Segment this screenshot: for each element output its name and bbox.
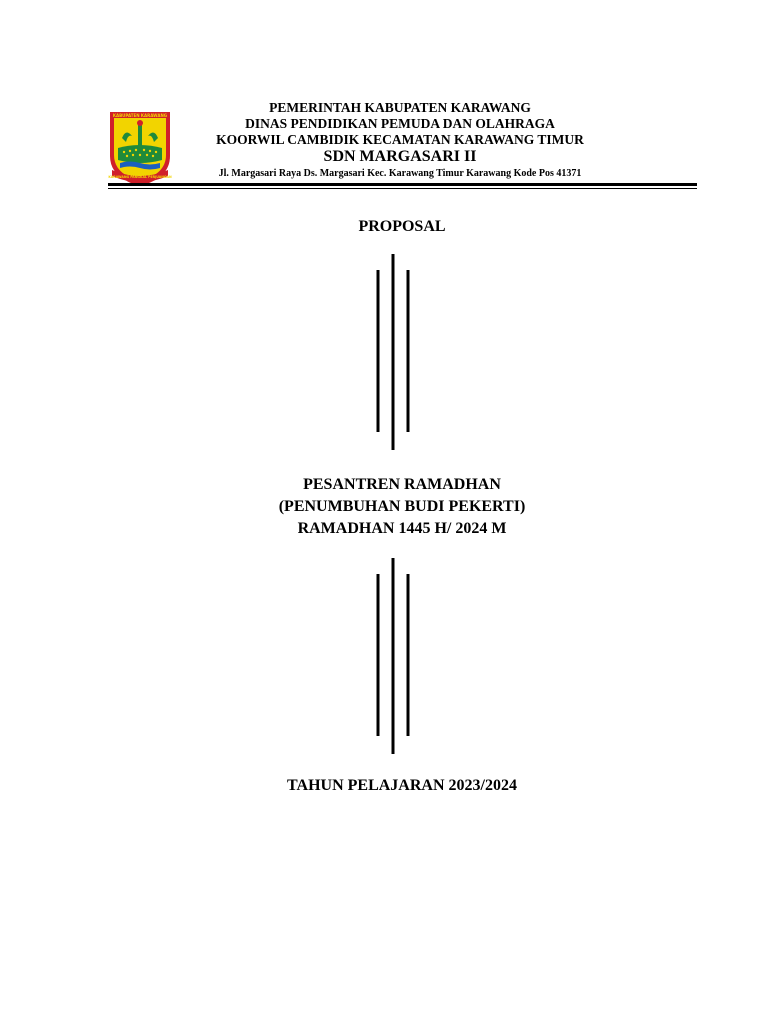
school-name: SDN MARGASARI II bbox=[323, 148, 477, 165]
title-line-3: RAMADHAN 1445 H/ 2024 M bbox=[297, 520, 507, 537]
letterhead-line-1: PEMERINTAH KABUPATEN KARAWANG bbox=[269, 100, 531, 115]
title-line-2: (PENUMBUHAN BUDI PEKERTI) bbox=[278, 498, 526, 515]
letterhead-line-2: DINAS PENDIDIKAN PEMUDA DAN OLAHRAGA bbox=[245, 116, 555, 131]
letterhead-rule-thick bbox=[108, 183, 697, 186]
logo-bottom-text: KARAWANG PANGKAL PERJUANGAN bbox=[108, 175, 172, 179]
school-year: TAHUN PELAJARAN 2023/2024 bbox=[287, 777, 517, 794]
karawang-crest-logo bbox=[108, 108, 172, 188]
title-line-1: PESANTREN RAMADHAN bbox=[303, 476, 501, 493]
document-title bbox=[0, 474, 768, 540]
letterhead-rule-thin bbox=[108, 188, 697, 189]
school-address: Jl. Margasari Raya Ds. Margasari Kec. Karawang Timur Karawang Kode Pos 41371 bbox=[218, 168, 582, 179]
document-label: PROPOSAL bbox=[358, 218, 446, 235]
letterhead bbox=[190, 100, 610, 182]
vertical-lines-ornament-bottom bbox=[370, 556, 416, 756]
vertical-lines-ornament-top bbox=[370, 252, 416, 452]
logo-top-text: KABUPATEN KARAWANG bbox=[112, 113, 168, 118]
letterhead-line-3: KOORWIL CAMBIDIK KECAMATAN KARAWANG TIMUR bbox=[216, 132, 584, 147]
